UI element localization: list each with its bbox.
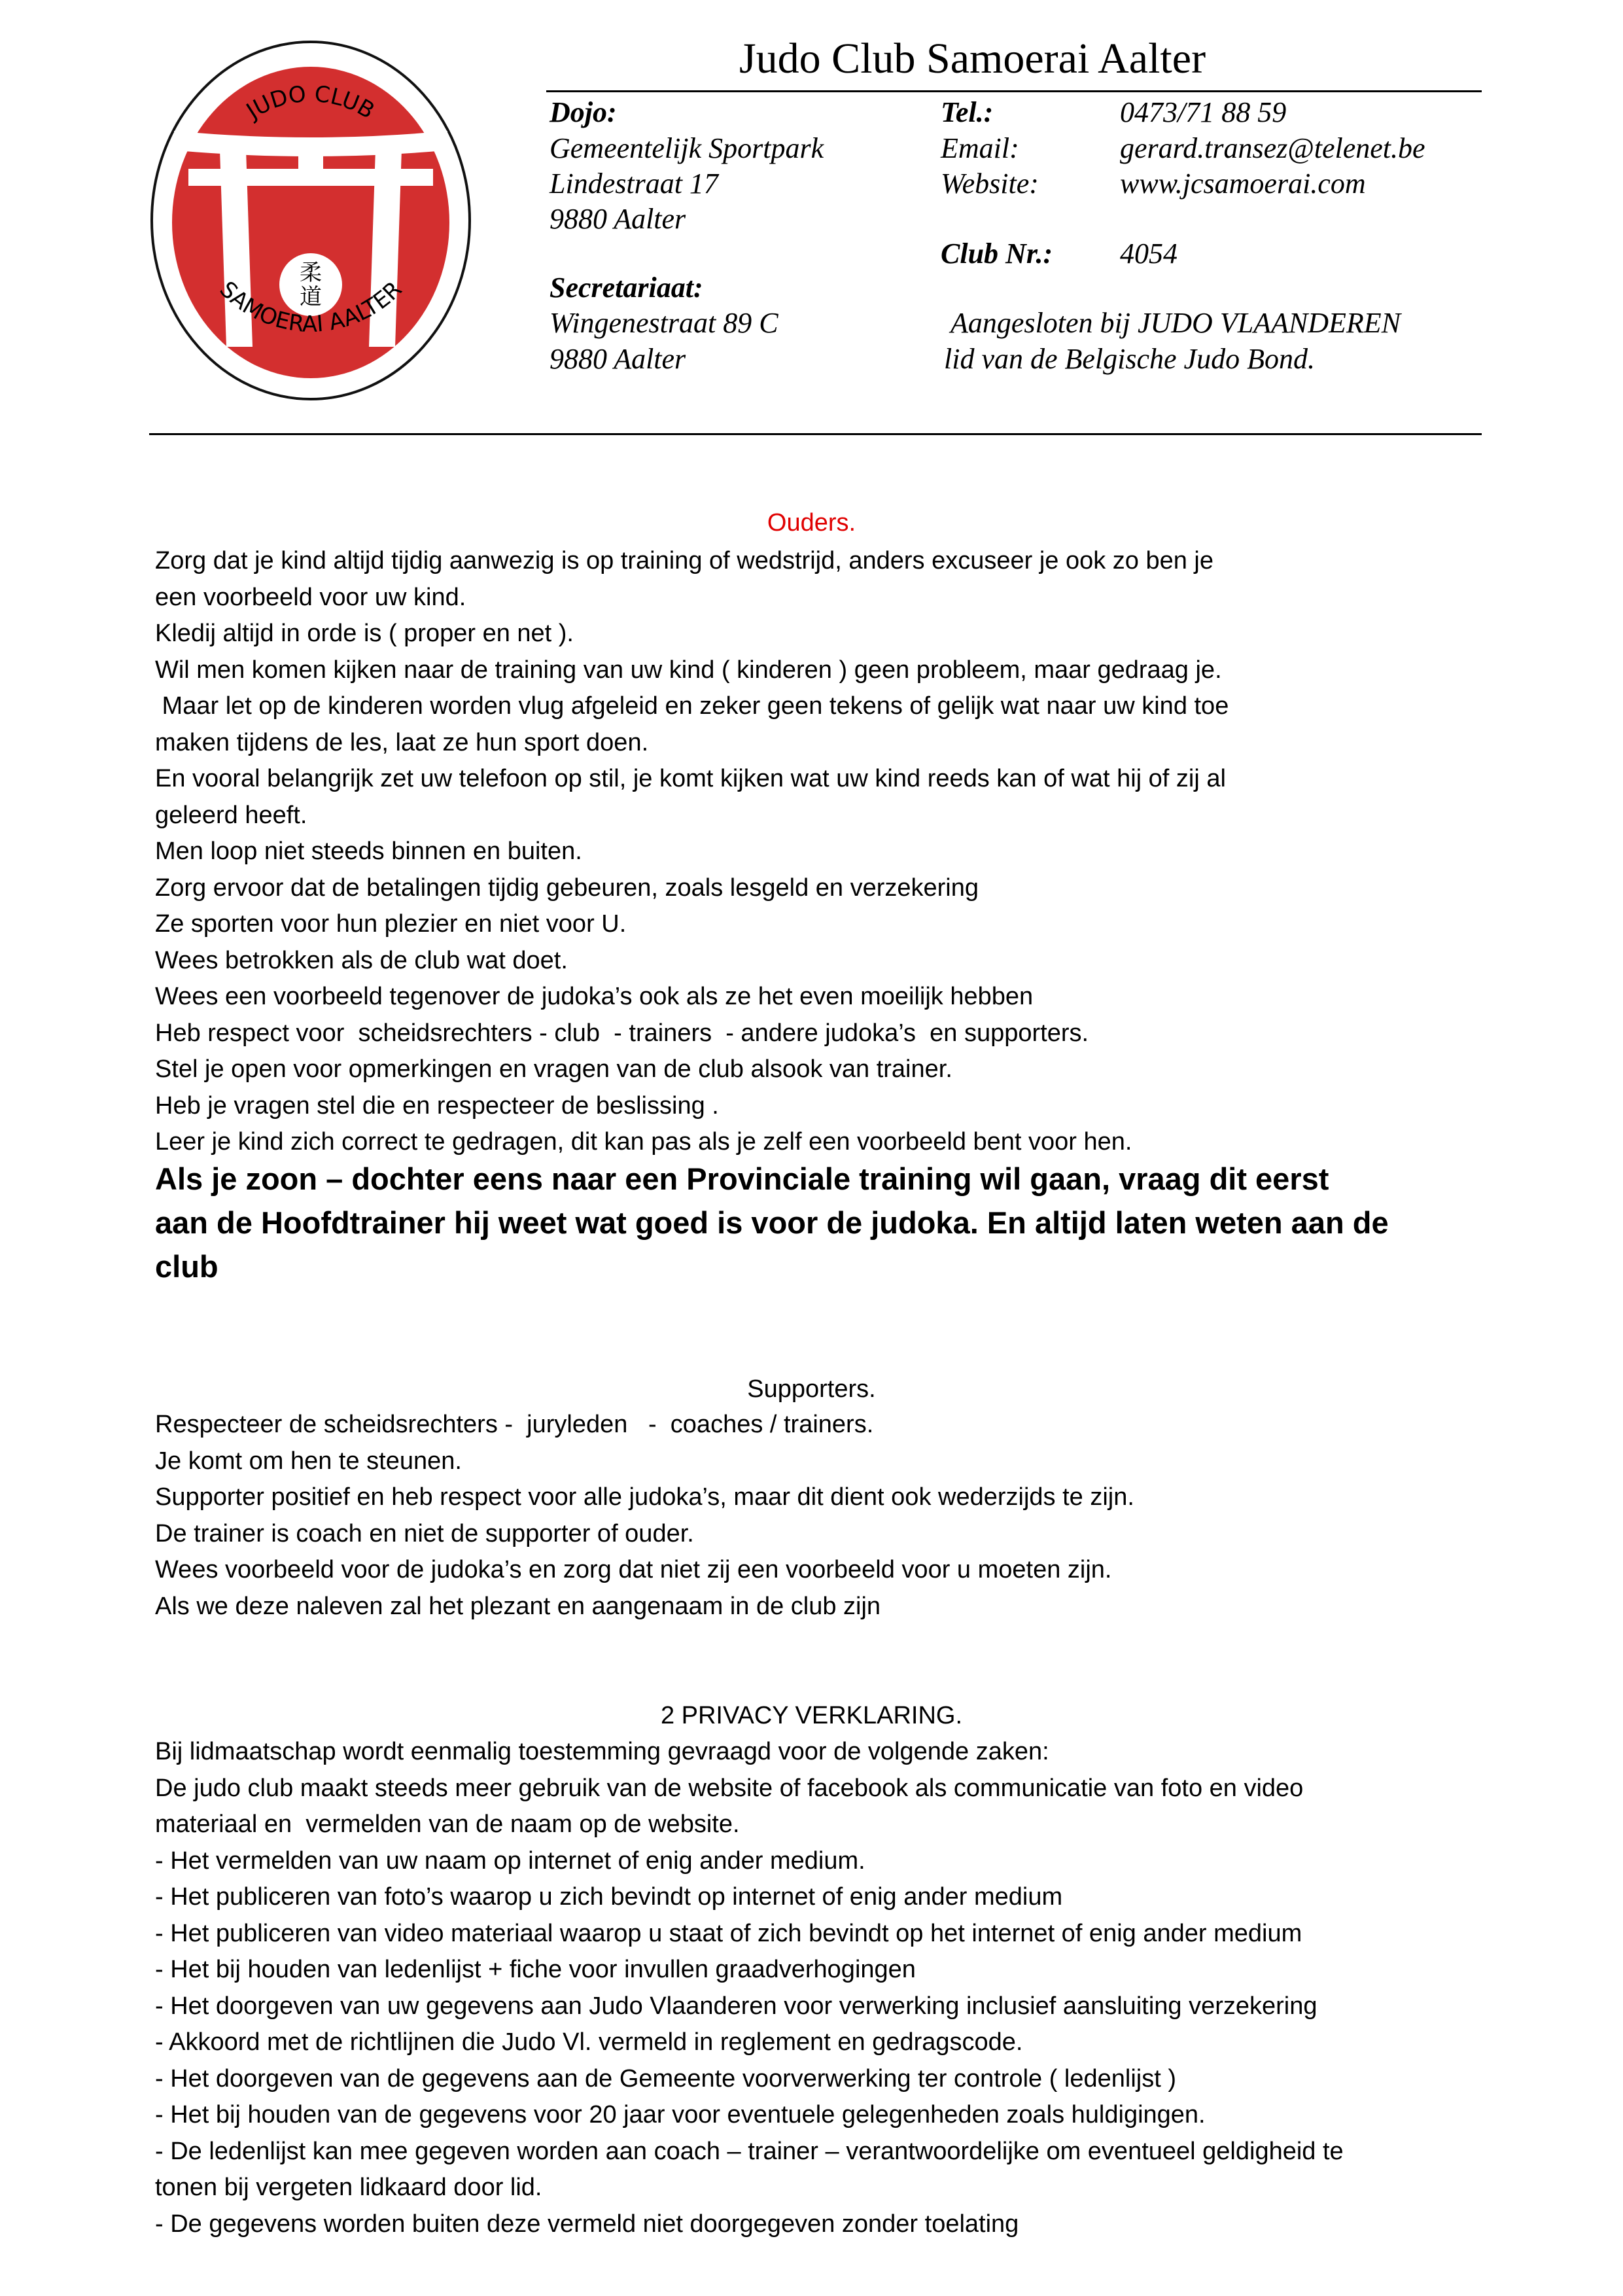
dojo-line: Gemeentelijk Sportpark xyxy=(550,132,824,164)
text-line: De judo club maakt steeds meer gebruik van de website of facebook als communicatie van foto en video xyxy=(155,1774,1304,1802)
text-line: - Het vermelden van uw naam op internet of enig ander medium. xyxy=(155,1846,865,1875)
text-line: materiaal en vermelden van de naam op de website. xyxy=(155,1810,740,1838)
text-line: Kledij altijd in orde is ( proper en net ). xyxy=(155,620,574,647)
text-line: Heb je vragen stel die en respecteer de beslissing . xyxy=(155,1091,719,1120)
text-line: Wees betrokken als de club wat doet. xyxy=(155,946,568,974)
bold-line: club xyxy=(155,1249,218,1284)
text-line: Respecteer de scheidsrechters - juryleden - coaches / trainers. xyxy=(155,1411,874,1438)
text-line: - Het bij houden van ledenlijst + fiche voor invullen graadverhogingen xyxy=(155,1956,916,1983)
text-line: een voorbeeld voor uw kind. xyxy=(155,583,466,611)
text-line: Supporter positief en heb respect voor alle judoka’s, maar dit dient ook wederzijds te zijn. xyxy=(155,1483,1134,1511)
text-line: De trainer is coach en niet de supporter of ouder. xyxy=(155,1519,694,1547)
affiliation-line: lid van de Belgische Judo Bond. xyxy=(944,343,1315,375)
logo-arc-top: JUDO CLUB xyxy=(241,80,379,125)
email-value[interactable]: gerard.transez@telenet.be xyxy=(1120,132,1425,164)
text-line: Heb respect voor scheidsrechters - club - trainers - andere judoka’s en supporters. xyxy=(155,1019,1089,1047)
tel-label: Tel.: xyxy=(941,96,994,128)
text-line: - De ledenlijst kan mee gegeven worden aan coach – trainer – verantwoordelijke om eventueel geldigheid te xyxy=(155,2137,1344,2165)
dojo-label: Dojo: xyxy=(550,96,617,128)
text-line: Men loop niet steeds binnen en buiten. xyxy=(155,838,582,865)
kanji-ju: 柔 xyxy=(300,260,322,286)
text-line: - Het doorgeven van uw gegevens aan Judo Vlaanderen voor verwerking inclusief aansluiting verzekering xyxy=(155,1992,1318,2020)
tel-value: 0473/71 88 59 xyxy=(1120,96,1287,128)
parents-paragraph xyxy=(155,543,1229,1161)
privacy-paragraph xyxy=(155,1734,1344,2242)
text-line: Bij lidmaatschap wordt eenmalig toestemming gevraagd voor de volgende zaken: xyxy=(155,1738,1049,1765)
text-line: Als we deze naleven zal het plezant en aangenaam in de club zijn xyxy=(155,1592,881,1620)
text-line: maken tijdens de les, laat ze hun sport doen. xyxy=(155,728,649,756)
text-line: - Het doorgeven van de gegevens aan de Gemeente voorverwerking ter controle ( ledenlijst ) xyxy=(155,2064,1176,2093)
secretariat-label: Secretariaat: xyxy=(550,272,703,304)
club-logo xyxy=(149,39,473,402)
dojo-line: Lindestraat 17 xyxy=(550,168,718,200)
kanji-do: 道 xyxy=(300,284,322,310)
text-line: Wees voorbeeld voor de judoka’s en zorg dat niet zij een voorbeeld voor u moeten zijn. xyxy=(155,1556,1112,1583)
club-number-value: 4054 xyxy=(1120,238,1178,270)
text-line: Stel je open voor opmerkingen en vragen van de club alsook van trainer. xyxy=(155,1055,952,1083)
privacy-heading: 2 PRIVACY VERKLARING. xyxy=(660,1702,963,1729)
club-title: Judo Club Samoerai Aalter xyxy=(739,35,1206,82)
text-line: Maar let op de kinderen worden vlug afgeleid en zeker geen tekens of gelijk wat naar uw kind toe xyxy=(155,692,1229,720)
text-line: Zorg ervoor dat de betalingen tijdig gebeuren, zoals lesgeld en verzekering xyxy=(155,874,979,902)
secretariat-line: Wingenestraat 89 C xyxy=(550,307,778,339)
dojo-line: 9880 Aalter xyxy=(550,203,686,235)
text-line: Ze sporten voor hun plezier en niet voor U. xyxy=(155,910,627,938)
supporters-heading: Supporters. xyxy=(747,1375,876,1403)
text-line: - Het publiceren van video materiaal waarop u staat of zich bevindt op het internet of enig ander medium xyxy=(155,1919,1302,1947)
parents-bold-notice xyxy=(155,1157,1389,1288)
bold-line: Als je zoon – dochter eens naar een Provinciale training wil gaan, vraag dit eerst xyxy=(155,1161,1329,1196)
text-line: - Het publiceren van foto’s waarop u zich bevindt op internet of enig ander medium xyxy=(155,1883,1063,1911)
text-line: Wil men komen kijken naar de training van uw kind ( kinderen ) geen probleem, maar gedraag je. xyxy=(155,656,1222,684)
text-line: Je komt om hen te steunen. xyxy=(155,1447,462,1475)
text-line: tonen bij vergeten lidkaard door lid. xyxy=(155,2174,542,2201)
logo-arc-bottom: SAMOERAI AALTER xyxy=(214,276,408,338)
supporters-paragraph xyxy=(155,1407,1134,1625)
website-label: Website: xyxy=(941,168,1039,200)
club-number-label: Club Nr.: xyxy=(941,238,1053,270)
text-line: Leer je kind zich correct te gedragen, dit kan pas als je zelf een voorbeeld bent voor hen. xyxy=(155,1128,1132,1156)
website-link[interactable]: www.jcsamoerai.com xyxy=(1120,168,1366,200)
text-line: geleerd heeft. xyxy=(155,801,307,829)
header-rule-top xyxy=(546,90,1482,92)
header-rule-bottom xyxy=(149,433,1482,435)
secretariat-line: 9880 Aalter xyxy=(550,343,686,375)
text-line: Zorg dat je kind altijd tijdig aanwezig is op training of wedstrijd, anders excuseer je ook zo ben je xyxy=(155,547,1214,574)
text-line: - De gegevens worden buiten deze vermeld niet doorgegeven zonder toelating xyxy=(155,2210,1019,2238)
text-line: - Akkoord met de richtlijnen die Judo Vl. vermeld in reglement en gedragscode. xyxy=(155,2028,1023,2056)
text-line: - Het bij houden van de gegevens voor 20 jaar voor eventuele gelegenheden zoals huldigingen. xyxy=(155,2101,1206,2128)
text-line: Wees een voorbeeld tegenover de judoka’s ook als ze het even moeilijk hebben xyxy=(155,983,1034,1010)
affiliation-line: Aangesloten bij JUDO VLAANDEREN xyxy=(951,307,1401,339)
email-label: Email: xyxy=(941,132,1019,164)
parents-heading: Ouders. xyxy=(767,509,856,537)
bold-line: aan de Hoofdtrainer hij weet wat goed is voor de judoka. En altijd laten weten aan de xyxy=(155,1205,1389,1240)
text-line: En vooral belangrijk zet uw telefoon op stil, je komt kijken wat uw kind reeds kan of wat hij of zij al xyxy=(155,765,1226,792)
